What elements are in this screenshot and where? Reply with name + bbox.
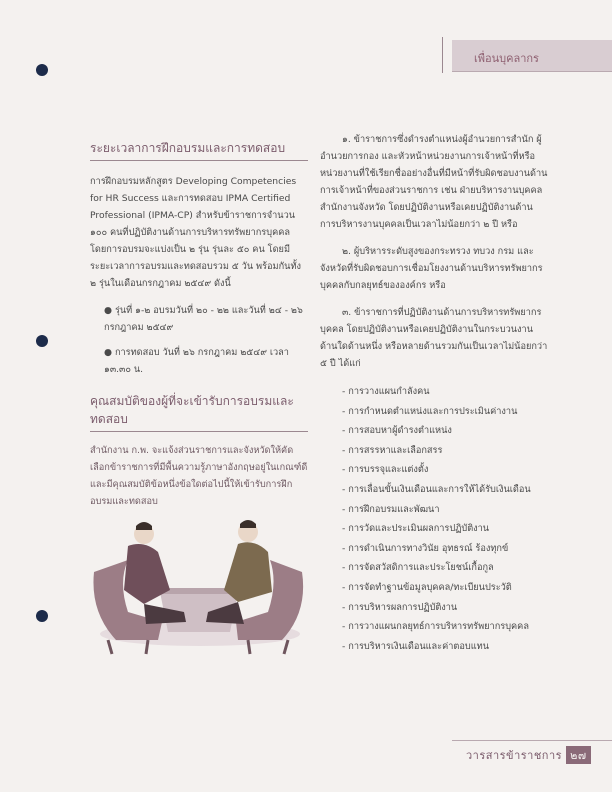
section-title-schedule: ระยะเวลาการฝึกอบรมและการทดสอบ (90, 141, 286, 155)
list-item: - การสอบหาผู้ดำรงตำแหน่ง (342, 421, 548, 441)
list-item: - การดำเนินการทางวินัย อุทธรณ์ ร้องทุกข์ (342, 539, 548, 559)
margin-bullet (36, 335, 48, 347)
section-title-qualifications: คุณสมบัติของผู้ที่จะเข้ารับการอบรมและทดสอบ (90, 394, 294, 426)
meeting-illustration (88, 512, 310, 657)
list-item: - การสรรหาและเลือกสรร (342, 441, 548, 461)
hr-task-list (342, 382, 548, 656)
schedule-item: ● การทดสอบ วันที่ ๒๖ กรกฎาคม ๒๕๔๙ เวลา ๑๓.๓๐ น. (104, 347, 289, 375)
schedule-list (90, 302, 308, 378)
criteria-paragraph-2: ๒. ผู้บริหารระดับสูงของกระทรวง ทบวง กรม และจังหวัดที่รับผิดชอบการเชื่อมโยงงานด้านบริหารทรัพยากรบุคคลกับกลยุทธ์ขององค์กร หรือ (320, 246, 543, 291)
right-column (320, 131, 548, 656)
margin-bullet (36, 610, 48, 622)
list-item: - การจัดสวัสดิการและประโยชน์เกื้อกูล (342, 558, 548, 578)
footer-divider (452, 740, 612, 741)
criteria-paragraph-1: ๑. ข้าราชการซึ่งดำรงตำแหน่งผู้อำนวยการสำนัก ผู้อำนวยการกอง และหัวหน้าหน่วยงานการเจ้าหน้าที่หรือหน่วยงานที่ใช้เรียกชื่ออย่างอื่นที่มีหน้าที่รับผิดชอบงานด้านการเจ้าหน้าที่ของส่วนราชการ เช่น ฝ่ายบริหารงานบุคคล สำนักงานจังหวัด โดยปฏิบัติงานหรือเคยปฏิบัติงานด้านการบริหารงานบุคคลเป็นเวลาไม่น้อยกว่า ๒ ปี หรือ (320, 134, 548, 230)
list-item: - การบริหารเงินเดือนและค่าตอบแทน (342, 637, 548, 657)
journal-name: วารสารข้าราชการ (466, 749, 563, 762)
list-item: - การบรรจุและแต่งตั้ง (342, 460, 548, 480)
margin-bullet (36, 64, 48, 76)
qualifications-paragraph: สำนักงาน ก.พ. จะแจ้งส่วนราชการและจังหวัดให้คัดเลือกข้าราชการที่มีพื้นความรู้ภาษาอังกฤษอยู่ในเกณฑ์ดี และมีคุณสมบัติข้อหนึ่งข้อใดต่อไปนี้ให้เข้ารับการฝึกอบรมและทดสอบ (90, 445, 308, 507)
section-label: เพื่อนบุคลากร (474, 52, 539, 65)
page-number: ๒๗ (566, 746, 591, 764)
page-footer (466, 746, 591, 764)
section-header (452, 40, 612, 72)
list-item: - การวัดและประเมินผลการปฏิบัติงาน (342, 519, 548, 539)
list-item: - การบริหารผลการปฏิบัติงาน (342, 598, 548, 618)
list-item: - การฝึกอบรมและพัฒนา (342, 500, 548, 520)
left-column (90, 140, 308, 510)
header-divider (442, 37, 443, 73)
intro-paragraph: การฝึกอบรมหลักสูตร Developing Competencies for HR Success และการทดสอบ IPMA Certified Professional (IPMA-CP) สำหรับข้าราชการจำนวน ๑๐๐ คนที่ปฏิบัติงานด้านการบริหารทรัพยากรบุคคล โดยการอบรมจะแบ่งเป็น ๒ รุ่น รุ่นละ ๕๐ คน โดยมีระยะเวลาการอบรมและทดสอบรวม ๕ วัน พร้อมกันทั้ง ๒ รุ่นในเดือนกรกฎาคม ๒๕๔๙ ดังนี้ (90, 176, 301, 289)
title-underline (90, 431, 308, 432)
list-item: - การจัดทำฐานข้อมูลบุคคล/ทะเบียนประวัติ (342, 578, 548, 598)
list-item: - การกำหนดตำแหน่งและการประเมินค่างาน (342, 402, 548, 422)
title-underline (90, 160, 308, 161)
list-item: - การวางแผนกำลังคน (342, 382, 548, 402)
list-item: - การเลื่อนขั้นเงินเดือนและการให้ได้รับเงินเดือน (342, 480, 548, 500)
list-item: - การวางแผนกลยุทธ์การบริหารทรัพยากรบุคคล (342, 617, 548, 637)
criteria-paragraph-3: ๓. ข้าราชการที่ปฏิบัติงานด้านการบริหารทรัพยากรบุคคล โดยปฏิบัติงานหรือเคยปฏิบัติงานในกระบวนงานด้านใดด้านหนึ่ง หรือหลายด้านรวมกันเป็นเวลาไม่น้อยกว่า ๕ ปี ได้แก่ (320, 307, 548, 369)
schedule-item: ● รุ่นที่ ๑-๒ อบรมวันที่ ๒๐ - ๒๒ และวันที่ ๒๔ - ๒๖ กรกฎาคม ๒๕๔๙ (104, 305, 303, 333)
